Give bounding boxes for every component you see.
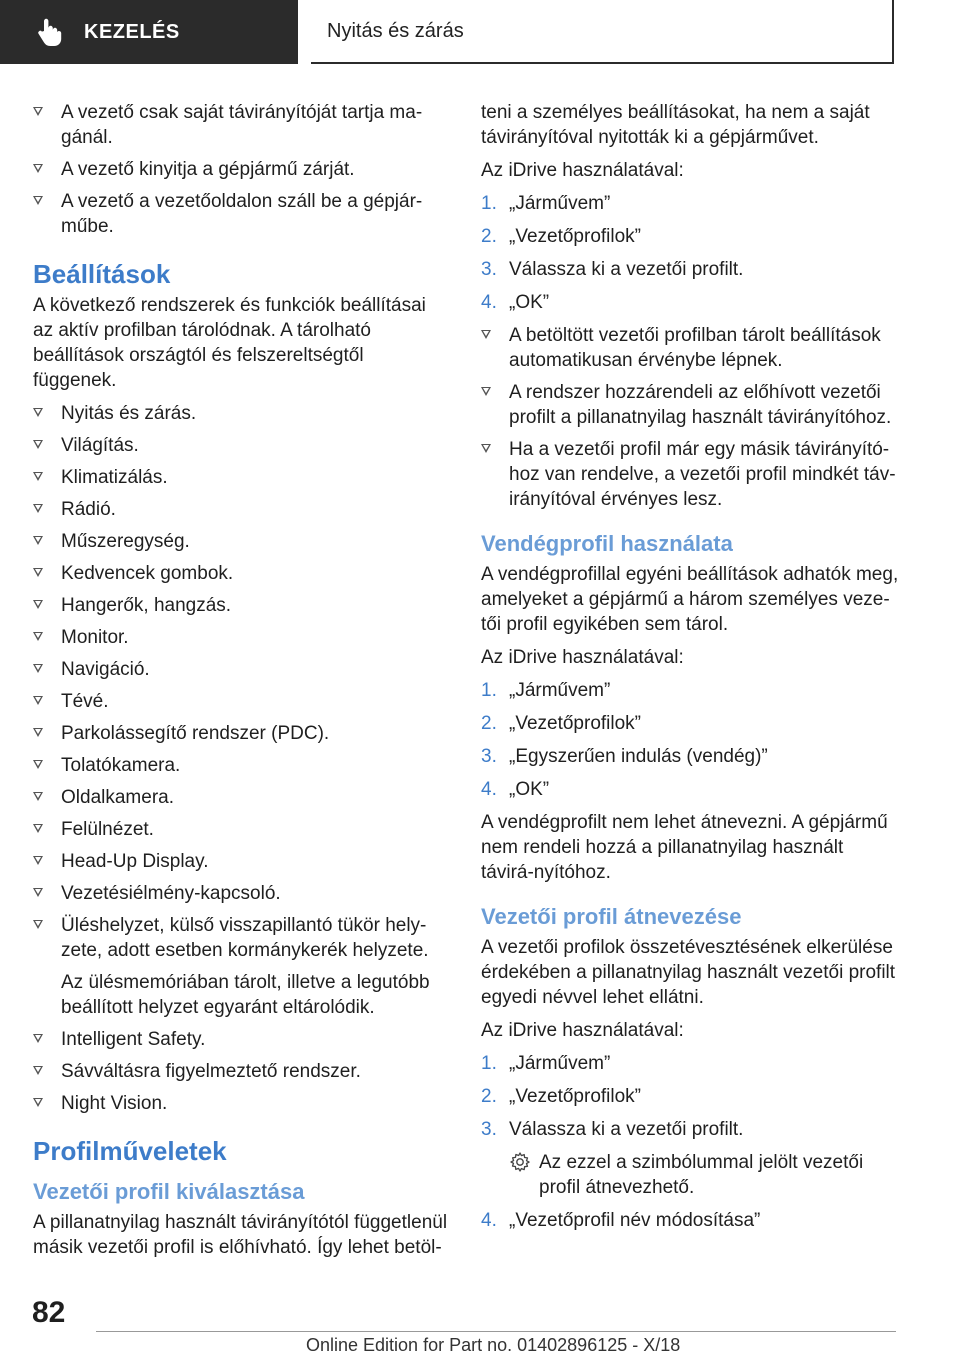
triangle-bullet-icon — [33, 856, 43, 865]
list-item: Vezetésiélmény-kapcsoló. — [33, 881, 451, 906]
list-item: A vezető kinyitja a gépjármű zárját. — [33, 157, 451, 182]
list-item: Ha a vezetői profil már egy másik távirányító-hoz van rendelve, a vezetői profil mindkét táv-irányítóval érvényes lesz. — [481, 437, 899, 512]
list-item: Üléshelyzet, külső visszapillantó tükör hely-zete, adott esetben kormánykerék helyzete. Az ülésmemóriában tárolt, illetve a legutóbb beállított helyzet egyaránt eltárolódik. — [33, 913, 451, 1020]
right-column — [481, 100, 899, 1241]
section-tab — [0, 0, 298, 64]
triangle-bullet-icon — [33, 196, 43, 205]
select-profile-heading: Vezetői profil kiválasztása — [33, 1179, 305, 1204]
list-item: Nyitás és zárás. — [33, 401, 451, 426]
list-item: Tévé. — [33, 689, 451, 714]
step-item: 1. „Járművem” — [481, 193, 611, 214]
list-item: Oldalkamera. — [33, 785, 451, 810]
select-profile-paragraph: A pillanatnyilag használt távirányítótól függetlenül másik vezetői profil is előhívható. Így lehet betöl- — [33, 1212, 448, 1258]
triangle-bullet-icon — [33, 696, 43, 705]
triangle-bullet-icon — [33, 824, 43, 833]
idrive-intro: Az iDrive használatával: — [481, 1020, 684, 1041]
step-item: 4. „OK” — [481, 292, 550, 313]
profile-ops-heading: Profilműveletek — [33, 1136, 227, 1166]
list-item: Klimatizálás. — [33, 465, 451, 490]
list-item: Rádió. — [33, 497, 451, 522]
triangle-bullet-icon — [33, 472, 43, 481]
triangle-bullet-icon — [33, 504, 43, 513]
gear-note: Az ezzel a szimbólummal jelölt vezetői profil átnevezhető. — [481, 1150, 899, 1200]
settings-heading: Beállítások — [33, 259, 171, 289]
list-item: Sávváltásra figyelmeztető rendszer. — [33, 1059, 451, 1084]
triangle-bullet-icon — [33, 792, 43, 801]
idrive-intro: Az iDrive használatával: — [481, 160, 684, 181]
hand-pointer-icon — [36, 17, 64, 47]
triangle-bullet-icon — [33, 408, 43, 417]
list-item: A rendszer hozzárendeli az előhívott vezetői profilt a pillanatnyilag használt távirányítóhoz. — [481, 380, 899, 430]
guest-profile-heading: Vendégprofil használata — [481, 531, 733, 556]
triangle-bullet-icon — [481, 444, 491, 453]
step-item: 3. Válassza ki a vezetői profilt. — [481, 1119, 744, 1140]
list-item: A vezető csak saját távirányítóját tartja ma-gánál. — [33, 100, 451, 150]
triangle-bullet-icon — [481, 387, 491, 396]
list-item: A vezető a vezetőoldalon száll be a gépjár-műbe. — [33, 189, 451, 239]
list-item: Night Vision. — [33, 1091, 451, 1116]
chapter-title: Nyitás és zárás — [327, 19, 464, 42]
gear-icon — [509, 1151, 531, 1173]
triangle-bullet-icon — [33, 1034, 43, 1043]
triangle-bullet-icon — [33, 1066, 43, 1075]
triangle-bullet-icon — [33, 1098, 43, 1107]
triangle-bullet-icon — [33, 920, 43, 929]
step-item: 1. „Járművem” — [481, 1053, 611, 1074]
triangle-bullet-icon — [33, 568, 43, 577]
list-item: Head-Up Display. — [33, 849, 451, 874]
list-item: Hangerők, hangzás. — [33, 593, 451, 618]
triangle-bullet-icon — [33, 440, 43, 449]
list-item: Tolatókamera. — [33, 753, 451, 778]
step-item: 2. „Vezetőprofilok” — [481, 226, 642, 247]
step-item: 4. „Vezetőprofil név módosítása” — [481, 1210, 761, 1231]
step-item: 2. „Vezetőprofilok” — [481, 713, 642, 734]
rename-profile-heading: Vezetői profil átnevezése — [481, 904, 742, 929]
list-item: Parkolássegítő rendszer (PDC). — [33, 721, 451, 746]
triangle-bullet-icon — [33, 536, 43, 545]
list-item: Felülnézet. — [33, 817, 451, 842]
left-column — [33, 100, 451, 1268]
list-item: Műszeregység. — [33, 529, 451, 554]
settings-paragraph: A következő rendszerek és funkciók beállításai az aktív profilban tárolódnak. A tárolható beállítások országtól és felszereltségtől függenek. — [33, 295, 426, 391]
step-item: 1. „Járművem” — [481, 680, 611, 701]
step-item: 4. „OK” — [481, 779, 550, 800]
triangle-bullet-icon — [481, 330, 491, 339]
triangle-bullet-icon — [33, 664, 43, 673]
list-item: Világítás. — [33, 433, 451, 458]
continued-paragraph: teni a személyes beállításokat, ha nem a saját távirányítóval nyitották ki a gépjárművet. — [481, 102, 870, 148]
step-item: 2. „Vezetőprofilok” — [481, 1086, 642, 1107]
chapter-tab — [311, 0, 894, 64]
list-item: Navigáció. — [33, 657, 451, 682]
section-label: KEZELÉS — [84, 20, 180, 43]
idrive-intro: Az iDrive használatával: — [481, 647, 684, 668]
triangle-bullet-icon — [33, 760, 43, 769]
list-item: A betöltött vezetői profilban tárolt beállítások automatikusan érvénybe lépnek. — [481, 323, 899, 373]
triangle-bullet-icon — [33, 632, 43, 641]
list-item: Monitor. — [33, 625, 451, 650]
guest-profile-note: A vendégprofilt nem lehet átnevezni. A gépjármű nem rendeli hozzá a pillanatnyilag használt távirá-nyítóhoz. — [481, 812, 888, 883]
footer-edition: Online Edition for Part no. 01402896125 - X/18 — [306, 1335, 681, 1355]
footer-divider — [96, 1331, 896, 1332]
step-item: 3. Válassza ki a vezetői profilt. — [481, 259, 744, 280]
list-item: Kedvencek gombok. — [33, 561, 451, 586]
triangle-bullet-icon — [33, 164, 43, 173]
triangle-bullet-icon — [33, 728, 43, 737]
list-item: Intelligent Safety. — [33, 1027, 451, 1052]
guest-profile-paragraph: A vendégprofillal egyéni beállítások adhatók meg, amelyeket a gépjármű a három személyes veze-tői profil egyikében sem tárol. — [481, 564, 899, 635]
page-number: 82 — [32, 1296, 66, 1329]
triangle-bullet-icon — [33, 600, 43, 609]
rename-profile-paragraph: A vezetői profilok összetévesztésének elkerülése érdekében a pillanatnyilag használt vezetői profilt egyedi névvel lehet ellátni. — [481, 937, 896, 1008]
seat-memory-note: Az ülésmemóriában tárolt, illetve a legutóbb beállított helyzet egyaránt eltárolódik. — [61, 972, 430, 1018]
page-header — [0, 0, 960, 68]
step-item: 3. „Egyszerűen indulás (vendég)” — [481, 746, 768, 767]
triangle-bullet-icon — [33, 107, 43, 116]
triangle-bullet-icon — [33, 888, 43, 897]
